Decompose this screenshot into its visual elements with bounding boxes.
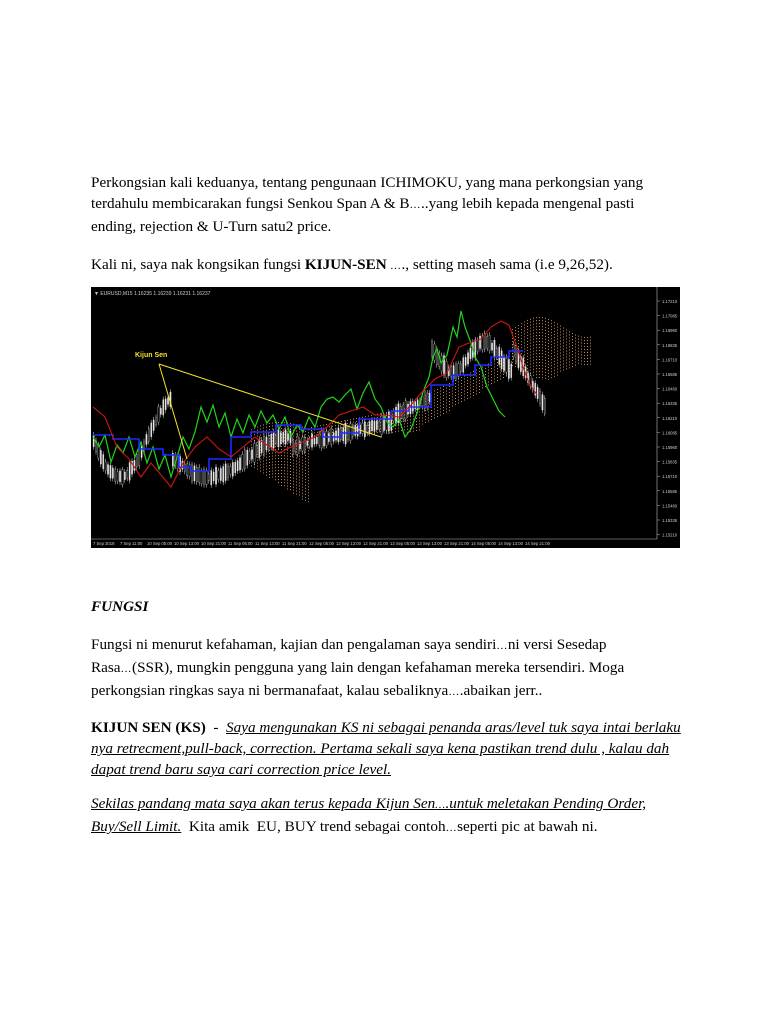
time-tick-label: 14 Sep 13:00 [498,541,523,546]
ellipsis: … [445,822,458,834]
ks-paragraph [91,717,681,780]
price-tick-label: 1.16085 [662,430,678,436]
time-axis [93,541,551,546]
ks-dash: - [205,719,227,736]
price-tick-label: 1.15835 [662,459,678,465]
intro-line-2: terdahulu membicarakan fungsi Senkou Span A & B [91,195,410,212]
price-tick-label: 1.16835 [662,342,678,348]
sekilas-plain-b: seperti pic at bawah ni. [457,818,598,835]
sekilas-paragraph [91,793,681,839]
fungsi-line-3: perkongsian ringkas saya ni bermanafaat, kalau sebaliknya [91,682,449,699]
sekilas-italic-2: Buy/Sell Limit. [91,818,182,835]
time-tick-label: 10 Sep 05:00 [147,541,172,546]
price-tick-label: 1.16710 [662,357,678,363]
time-tick-label: 7 Sep 11:00 [120,541,143,546]
time-tick-label: 11 Sep 13:00 [255,541,280,546]
time-tick-label: 10 Sep 13:00 [174,541,199,546]
intro-line-1: Perkongsian kali keduanya, tentang pengunaan ICHIMOKU, yang mana perkongsian yang [91,174,644,191]
time-tick-label: 12 Sep 21:00 [363,541,388,546]
price-tick-label: 1.16585 [662,372,678,377]
fungsi-line-2b: (SSR), mungkin pengguna yang lain dengan kefahaman mereka tersendiri. Moga [132,659,625,676]
ichimoku-chart-image [91,287,680,548]
ks-heading: KIJUN SEN (KS) [91,719,206,736]
time-tick-label: 12 Sep 13:00 [336,541,361,546]
time-tick-label: 14 Sep 05:00 [471,541,496,546]
ellipsis: … [386,260,402,272]
time-tick-label: 13 Sep 21:00 [444,541,469,546]
ellipsis: … [435,799,446,811]
time-tick-label: 12 Sep 05:00 [309,541,334,546]
price-tick-label: 1.17085 [662,313,678,319]
ellipsis: … [448,686,460,698]
price-tick-label: 1.16960 [662,328,678,334]
kijun-intro-paragraph [91,254,681,277]
price-tick-label: 1.16210 [662,415,678,421]
ks-italic-line-3: dapat trend baru saya cari correction price level. [91,761,392,778]
fungsi-line-3b: .abaikan jerr.. [459,682,543,699]
time-tick-label: 11 Sep 05:00 [228,541,253,546]
intro-line-2-tail: ..yang lebih kepada mengenal pasti [420,195,635,212]
price-tick-label: 1.17210 [662,299,678,304]
sekilas-plain-a: Kita amik EU, BUY trend sebagai contoh [181,818,446,835]
kijun-intro-prefix: Kali ni, saya nak kongsikan fungsi [91,256,305,273]
price-tick-label: 1.15460 [662,503,678,509]
chart-header: ▼ EURUSD,M15 1.16235 1.16239 1.16231 1.16237 [94,291,211,297]
price-tick-label: 1.15335 [662,518,678,523]
time-tick-label: 11 Sep 21:00 [282,541,307,546]
chart-svg [91,287,680,548]
intro-line-3: ending, rejection & U-Turn satu2 price. [91,218,332,235]
ks-italic-line-2: nya retrecment,pull-back, correction. Pertama sekali saya kena pastikan trend dulu , kalau dah [91,740,670,757]
price-tick-label: 1.15960 [662,445,678,450]
intro-paragraph [91,172,681,237]
fungsi-line-1: Fungsi ni menurut kefahaman, kajian dan pengalaman saya sendiri [91,636,497,653]
time-tick-label: 7 Sep 2018 [93,541,115,546]
price-tick-label: 1.15210 [662,532,678,538]
fungsi-line-1b: ni versi Sesedap [507,636,607,653]
ellipsis: … [409,199,421,211]
time-tick-label: 13 Sep 13:00 [417,541,442,546]
kijun-intro-suffix: ., setting maseh sama (i.e 9,26,52). [401,256,613,273]
time-tick-label: 10 Sep 21:00 [201,541,226,546]
fungsi-heading: FUNGSI [91,598,149,615]
price-tick-label: 1.16460 [662,386,678,392]
price-tick-label: 1.15710 [662,474,678,480]
ellipsis: … [496,640,508,652]
price-tick-label: 1.16335 [662,401,678,407]
time-tick-label: 14 Sep 21:00 [525,541,550,546]
price-tick-label: 1.15585 [662,488,678,494]
fungsi-paragraph [91,634,681,703]
ks-italic-line-1: Saya mengunakan KS ni sebagai penanda aras/level tuk saya intai berlaku [226,719,681,736]
time-tick-label: 13 Sep 05:00 [390,541,415,546]
kijun-sen-annotation-label: Kijun Sen [135,352,168,359]
kijun-sen-bold: KIJUN-SEN [304,256,387,273]
fungsi-line-2: Rasa [91,659,121,676]
ellipsis: … [120,663,133,675]
sekilas-italic-1b: .untuk meletakan Pending Order, [445,795,647,812]
sekilas-italic-1: Sekilas pandang mata saya akan terus kepada Kijun Sen [91,795,436,812]
